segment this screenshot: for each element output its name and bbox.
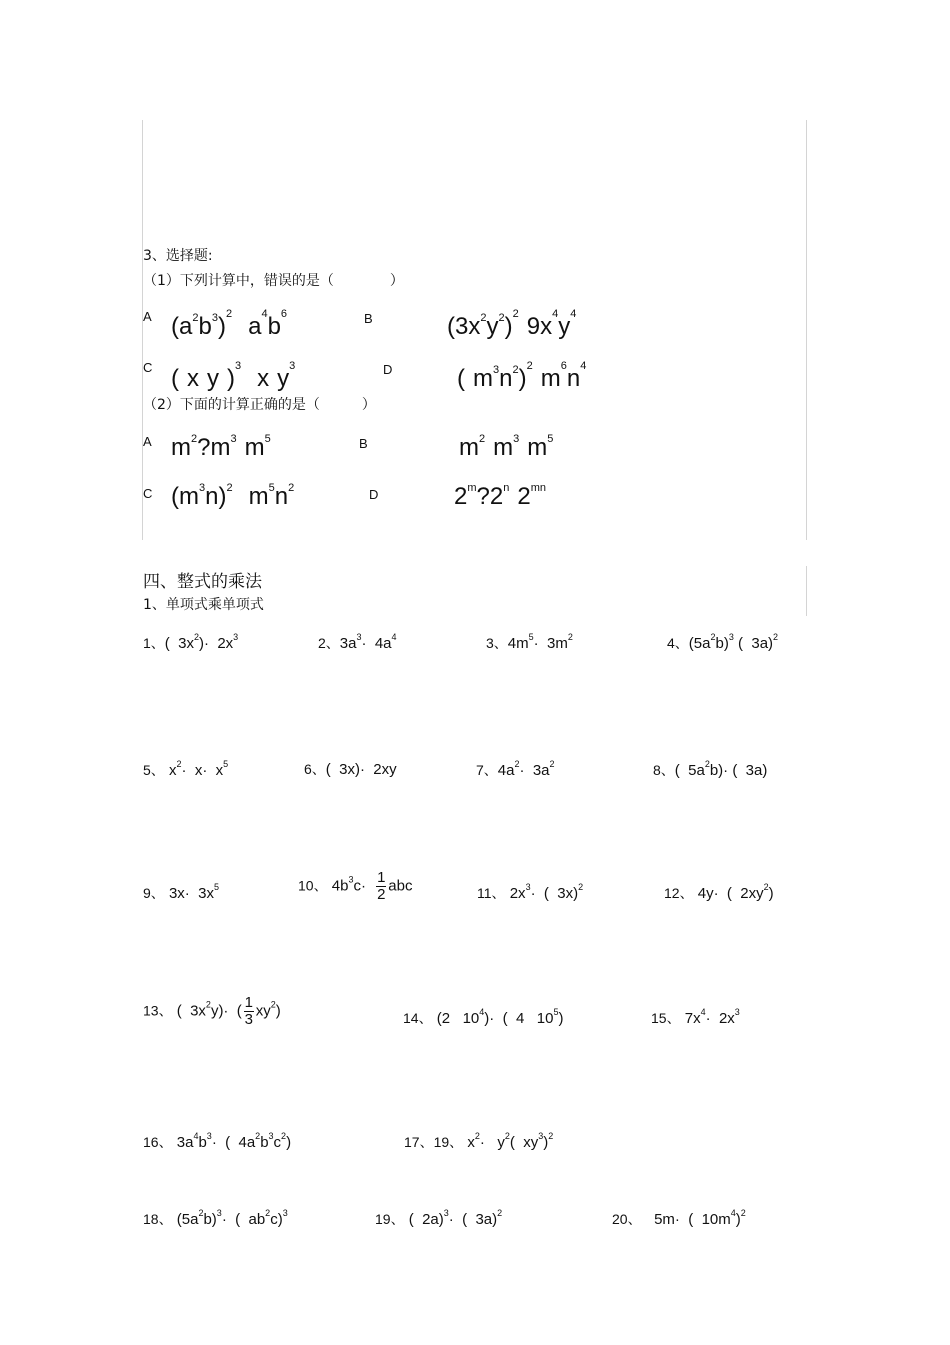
- option-d2-label: D: [369, 487, 379, 502]
- option-d2-expression: 2$^m$?2$^n$ $2^{mn}$: [454, 482, 546, 510]
- option-d-expression: ( $m^3n^2)^2$ $m^6n^4$: [457, 360, 587, 392]
- fraction-one-half: $\frac{1}{2}$: [377, 869, 386, 903]
- option-b2-label: B: [359, 436, 368, 451]
- fraction-one-third: $\frac{1}{3}$: [244, 994, 253, 1028]
- option-d-label: D: [383, 362, 393, 377]
- option-b-label: B: [364, 311, 373, 326]
- problem-1: 1、( $3x^2)\cdot 2x^3$: [143, 632, 239, 652]
- problem-16: 16、 $3a^4b^3\cdot$ ( $4a^2b^3c^2$): [143, 1131, 292, 1151]
- section4-title: 四、整式的乘法: [143, 572, 262, 592]
- option-b2-expression: $m^2$ $m^3$ $m^5$: [459, 433, 554, 461]
- problem-2: 2、$3a^3\cdot 4a^4$: [318, 632, 397, 652]
- right-rule-top: [806, 120, 807, 540]
- option-b-expression: $(3x^2y^2)^2$ $9x^4y^4$: [447, 308, 577, 340]
- option-a-expression: $(a^2b^3)^2$ $a^4b^6$: [171, 308, 288, 340]
- problem-5: 5、 $x^2\cdot x\cdot x^5$: [143, 759, 229, 779]
- problem-14: 14、 (2 $10^4)\cdot$ ( 4 $10^5$): [403, 1007, 564, 1027]
- option-c-expression: ( x y )$^3$ x $y^3$: [171, 360, 296, 392]
- problem-10: 10、 $4b^3c\cdot$ $\frac{1}{2}$ abc: [298, 869, 413, 903]
- problem-7: 7、$4a^2\cdot 3a^2$: [476, 759, 555, 779]
- left-rule: [142, 120, 143, 540]
- problem-4: 4、$(5a^2b)^3$ ( 3a)$^2$: [667, 632, 779, 652]
- problem-20: 20、 5m· ( $10m^4)^2$: [612, 1208, 746, 1228]
- problem-19: 19、 ( 2a)$^3$· ( 3a)$^2$: [375, 1208, 503, 1228]
- option-a2-label: A: [143, 434, 152, 449]
- section4-subtitle: 1、单项式乘单项式: [143, 597, 264, 613]
- question-2: （2）下面的计算正确的是（ ）: [143, 397, 376, 413]
- option-c-label: C: [143, 360, 153, 375]
- option-a2-expression: $m^2?m^3$ $m^5$: [171, 433, 271, 461]
- problem-8: 8、( $5a^2b)\cdot$ ( 3a): [653, 759, 768, 779]
- question-1: （1）下列计算中，错误的是（ ）: [143, 273, 404, 289]
- right-rule-bottom: [806, 566, 807, 616]
- option-c2-label: C: [143, 486, 153, 501]
- problem-18: 18、 $(5a^2b)^3\cdot$ ( $ab^2c)^3$: [143, 1208, 288, 1228]
- problem-9: 9、 $3x\cdot 3x^5$: [143, 882, 219, 902]
- option-c2-expression: $(m^3n)^2$ $m^5n^2$: [171, 482, 295, 510]
- problem-3: 3、$4m^5\cdot 3m^2$: [486, 632, 573, 652]
- problem-15: 15、 $7x^4\cdot 2x^3$: [651, 1007, 740, 1027]
- option-a-label: A: [143, 309, 152, 324]
- problem-12: 12、 4y· ( $2xy^2$): [664, 882, 774, 902]
- section3-title: 3、选择题:: [143, 248, 213, 264]
- problem-17: 17、19、 $x^2\cdot y^2$( $xy^3)^2$: [404, 1131, 554, 1151]
- problem-13: 13、 ( $3x^2y)\cdot$ ( $\frac{1}{3}$ $xy^2$): [143, 994, 281, 1028]
- problem-6: 6、( 3x)· 2xy: [304, 761, 397, 778]
- problem-11: 11、 $2x^3\cdot$ ( 3x)$^2$: [477, 882, 584, 902]
